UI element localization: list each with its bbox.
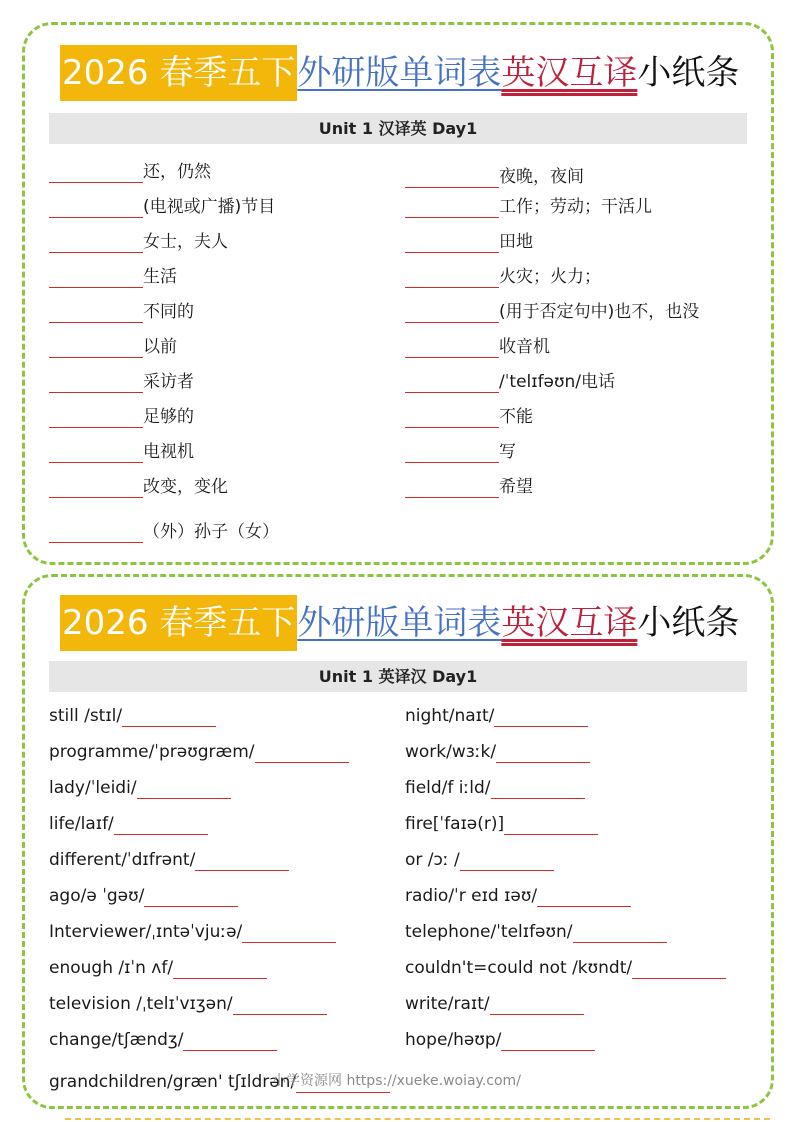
- vocab-item-left: [49, 849, 289, 871]
- title-part-mode: 英汉互译: [501, 53, 638, 93]
- answer-blank[interactable]: [405, 340, 499, 358]
- answer-blank[interactable]: [183, 1033, 277, 1051]
- title-part-mode: 英汉互译: [501, 603, 638, 643]
- answer-blank[interactable]: [49, 445, 143, 463]
- answer-blank[interactable]: [173, 961, 267, 979]
- vocab-text: 改变，变化: [143, 477, 228, 497]
- vocab-text: grandchildren/græn' tʃɪldrən/: [49, 1072, 297, 1092]
- vocab-item-right: [405, 1029, 595, 1051]
- vocab-item-left: [49, 266, 177, 288]
- answer-blank[interactable]: [494, 709, 588, 727]
- vocab-text: 田地: [499, 232, 533, 252]
- answer-blank[interactable]: [49, 305, 143, 323]
- worksheet-card-chinese-to-english: [22, 22, 774, 565]
- vocab-text: 女士，夫人: [143, 232, 228, 252]
- answer-blank[interactable]: [122, 709, 216, 727]
- vocab-item-left: [49, 813, 208, 835]
- answer-blank[interactable]: [405, 200, 499, 218]
- answer-blank[interactable]: [573, 925, 667, 943]
- vocab-text: 电视机: [143, 442, 194, 462]
- vocab-item-right: [405, 371, 615, 393]
- answer-blank[interactable]: [460, 853, 554, 871]
- vocab-item-left: [49, 993, 327, 1015]
- vocab-item-right: [405, 166, 584, 188]
- vocab-text: 采访者: [143, 372, 194, 392]
- vocab-item-left: [49, 777, 231, 799]
- vocab-text: 不同的: [143, 302, 194, 322]
- answer-blank[interactable]: [490, 997, 584, 1015]
- vocab-text: 夜晚，夜间: [499, 167, 584, 187]
- vocab-text: 火灾；火力；: [499, 267, 601, 287]
- vocab-item-right: [405, 441, 516, 463]
- vocab-item-left: [49, 741, 349, 763]
- answer-blank[interactable]: [137, 781, 231, 799]
- answer-blank[interactable]: [195, 853, 289, 871]
- answer-blank[interactable]: [233, 997, 327, 1015]
- answer-blank[interactable]: [144, 889, 238, 907]
- vocab-item-left: [49, 521, 279, 543]
- answer-blank[interactable]: [405, 445, 499, 463]
- answer-blank[interactable]: [49, 200, 143, 218]
- card-title: [60, 595, 739, 651]
- title-part-type: 小纸条: [637, 603, 740, 643]
- vocab-text: write/raɪt/: [405, 994, 490, 1014]
- answer-blank[interactable]: [49, 410, 143, 428]
- vocab-item-left: [49, 957, 267, 979]
- vocab-item-right: [405, 476, 533, 498]
- answer-blank[interactable]: [49, 375, 143, 393]
- answer-blank[interactable]: [501, 1033, 595, 1051]
- vocab-text: 收音机: [499, 337, 550, 357]
- vocab-text: enough /ɪˈn ʌf/: [49, 958, 174, 978]
- vocab-text: (用于否定句中)也不，也没: [499, 302, 700, 322]
- vocab-text: hope/həʊp/: [405, 1030, 502, 1050]
- unit-banner: Unit 1 英译汉 Day1: [49, 661, 747, 692]
- vocab-item-left: [49, 705, 216, 727]
- vocab-text: change/tʃændʒ/: [49, 1030, 184, 1050]
- cut-line-divider: [65, 1118, 770, 1120]
- vocab-text: (电视或广播)节目: [143, 197, 276, 217]
- vocab-item-right: [405, 849, 554, 871]
- vocab-item-right: [405, 705, 588, 727]
- vocab-item-left: [49, 231, 228, 253]
- unit-banner: Unit 1 汉译英 Day1: [49, 113, 747, 144]
- answer-blank[interactable]: [49, 165, 143, 183]
- answer-blank[interactable]: [405, 375, 499, 393]
- answer-blank[interactable]: [491, 781, 585, 799]
- answer-blank[interactable]: [49, 235, 143, 253]
- vocab-item-right: [405, 885, 631, 907]
- answer-blank[interactable]: [114, 817, 208, 835]
- title-part-type: 小纸条: [637, 53, 740, 93]
- answer-blank[interactable]: [405, 305, 499, 323]
- vocab-text: programme/ˈprəʊgræm/: [49, 742, 255, 762]
- vocab-item-right: [405, 266, 601, 288]
- vocab-item-left: [49, 371, 194, 393]
- vocab-item-right: [405, 231, 533, 253]
- vocab-text: or /ɔː /: [405, 850, 460, 870]
- vocab-item-right: [405, 336, 550, 358]
- answer-blank[interactable]: [405, 410, 499, 428]
- answer-blank[interactable]: [632, 961, 726, 979]
- vocab-text: work/wɜːk/: [405, 742, 497, 762]
- vocab-text: 足够的: [143, 407, 194, 427]
- answer-blank[interactable]: [405, 170, 499, 188]
- vocab-item-left: [49, 885, 238, 907]
- vocab-item-right: [405, 777, 585, 799]
- watermark: 小学资源网 https://xueke.woiay.com/: [272, 1073, 521, 1089]
- vocab-text: /ˈtelɪfəʊn/电话: [499, 372, 616, 392]
- vocab-item-left: [49, 301, 194, 323]
- vocab-item-right: [405, 301, 699, 323]
- answer-blank[interactable]: [49, 270, 143, 288]
- answer-blank[interactable]: [242, 925, 336, 943]
- vocab-text: 生活: [143, 267, 177, 287]
- vocab-text: fire[ˈfaɪə(r)]: [405, 814, 505, 834]
- vocab-text: 以前: [143, 337, 177, 357]
- vocab-text: lady/ˈleidi/: [49, 778, 137, 798]
- vocab-text: 工作；劳动；干活儿: [499, 197, 652, 217]
- answer-blank[interactable]: [405, 480, 499, 498]
- answer-blank[interactable]: [504, 817, 598, 835]
- answer-blank[interactable]: [255, 745, 349, 763]
- vocab-text: life/laɪf/: [49, 814, 114, 834]
- vocab-text: （外）孙子（女）: [143, 522, 279, 542]
- vocab-item-left: [49, 921, 336, 943]
- vocab-text: Interviewer/ˌɪntəˈvjuːə/: [49, 922, 243, 942]
- answer-blank[interactable]: [537, 889, 631, 907]
- vocab-item-left: [49, 1029, 277, 1051]
- vocab-item-left: [49, 406, 194, 428]
- answer-blank[interactable]: [49, 480, 143, 498]
- vocab-text: 还，仍然: [143, 162, 211, 182]
- vocab-text: ago/ə ˈgəʊ/: [49, 886, 145, 906]
- title-part-edition: 外研版单词表: [297, 603, 502, 643]
- vocab-text: 希望: [499, 477, 533, 497]
- vocab-text: still /stɪl/: [49, 706, 123, 726]
- answer-blank[interactable]: [49, 525, 143, 543]
- vocab-item-right: [405, 406, 533, 428]
- answer-blank[interactable]: [405, 235, 499, 253]
- vocab-item-left: [49, 441, 194, 463]
- title-part-year: 2026 春季五下: [60, 45, 297, 101]
- answer-blank[interactable]: [405, 270, 499, 288]
- vocab-text: field/f iːld/: [405, 778, 491, 798]
- vocab-text: television /ˌtelɪˈvɪʒən/: [49, 994, 233, 1014]
- vocab-item-right: [405, 921, 667, 943]
- vocab-item-left: [49, 476, 228, 498]
- vocab-text: couldn't=could not /kʊndt/: [405, 958, 633, 978]
- answer-blank[interactable]: [496, 745, 590, 763]
- vocab-item-left: [49, 196, 275, 218]
- vocab-text: 写: [499, 442, 516, 462]
- title-part-year: 2026 春季五下: [60, 595, 297, 651]
- vocab-item-right: [405, 196, 652, 218]
- vocab-item-right: [405, 741, 590, 763]
- card-title: [60, 45, 739, 101]
- vocab-item-right: [405, 813, 598, 835]
- title-part-edition: 外研版单词表: [297, 53, 502, 93]
- worksheet-card-english-to-chinese: [22, 574, 774, 1109]
- vocab-text: 不能: [499, 407, 533, 427]
- vocab-item-right: [405, 957, 726, 979]
- vocab-text: telephone/ˈtelɪfəʊn/: [405, 922, 573, 942]
- vocab-text: night/naɪt/: [405, 706, 495, 726]
- vocab-item-left: [49, 161, 211, 183]
- vocab-item-left: [49, 336, 177, 358]
- vocab-text: radio/ˈr eɪd ɪəʊ/: [405, 886, 538, 906]
- vocab-item-right: [405, 993, 584, 1015]
- answer-blank[interactable]: [49, 340, 143, 358]
- vocab-text: different/ˈdɪfrənt/: [49, 850, 196, 870]
